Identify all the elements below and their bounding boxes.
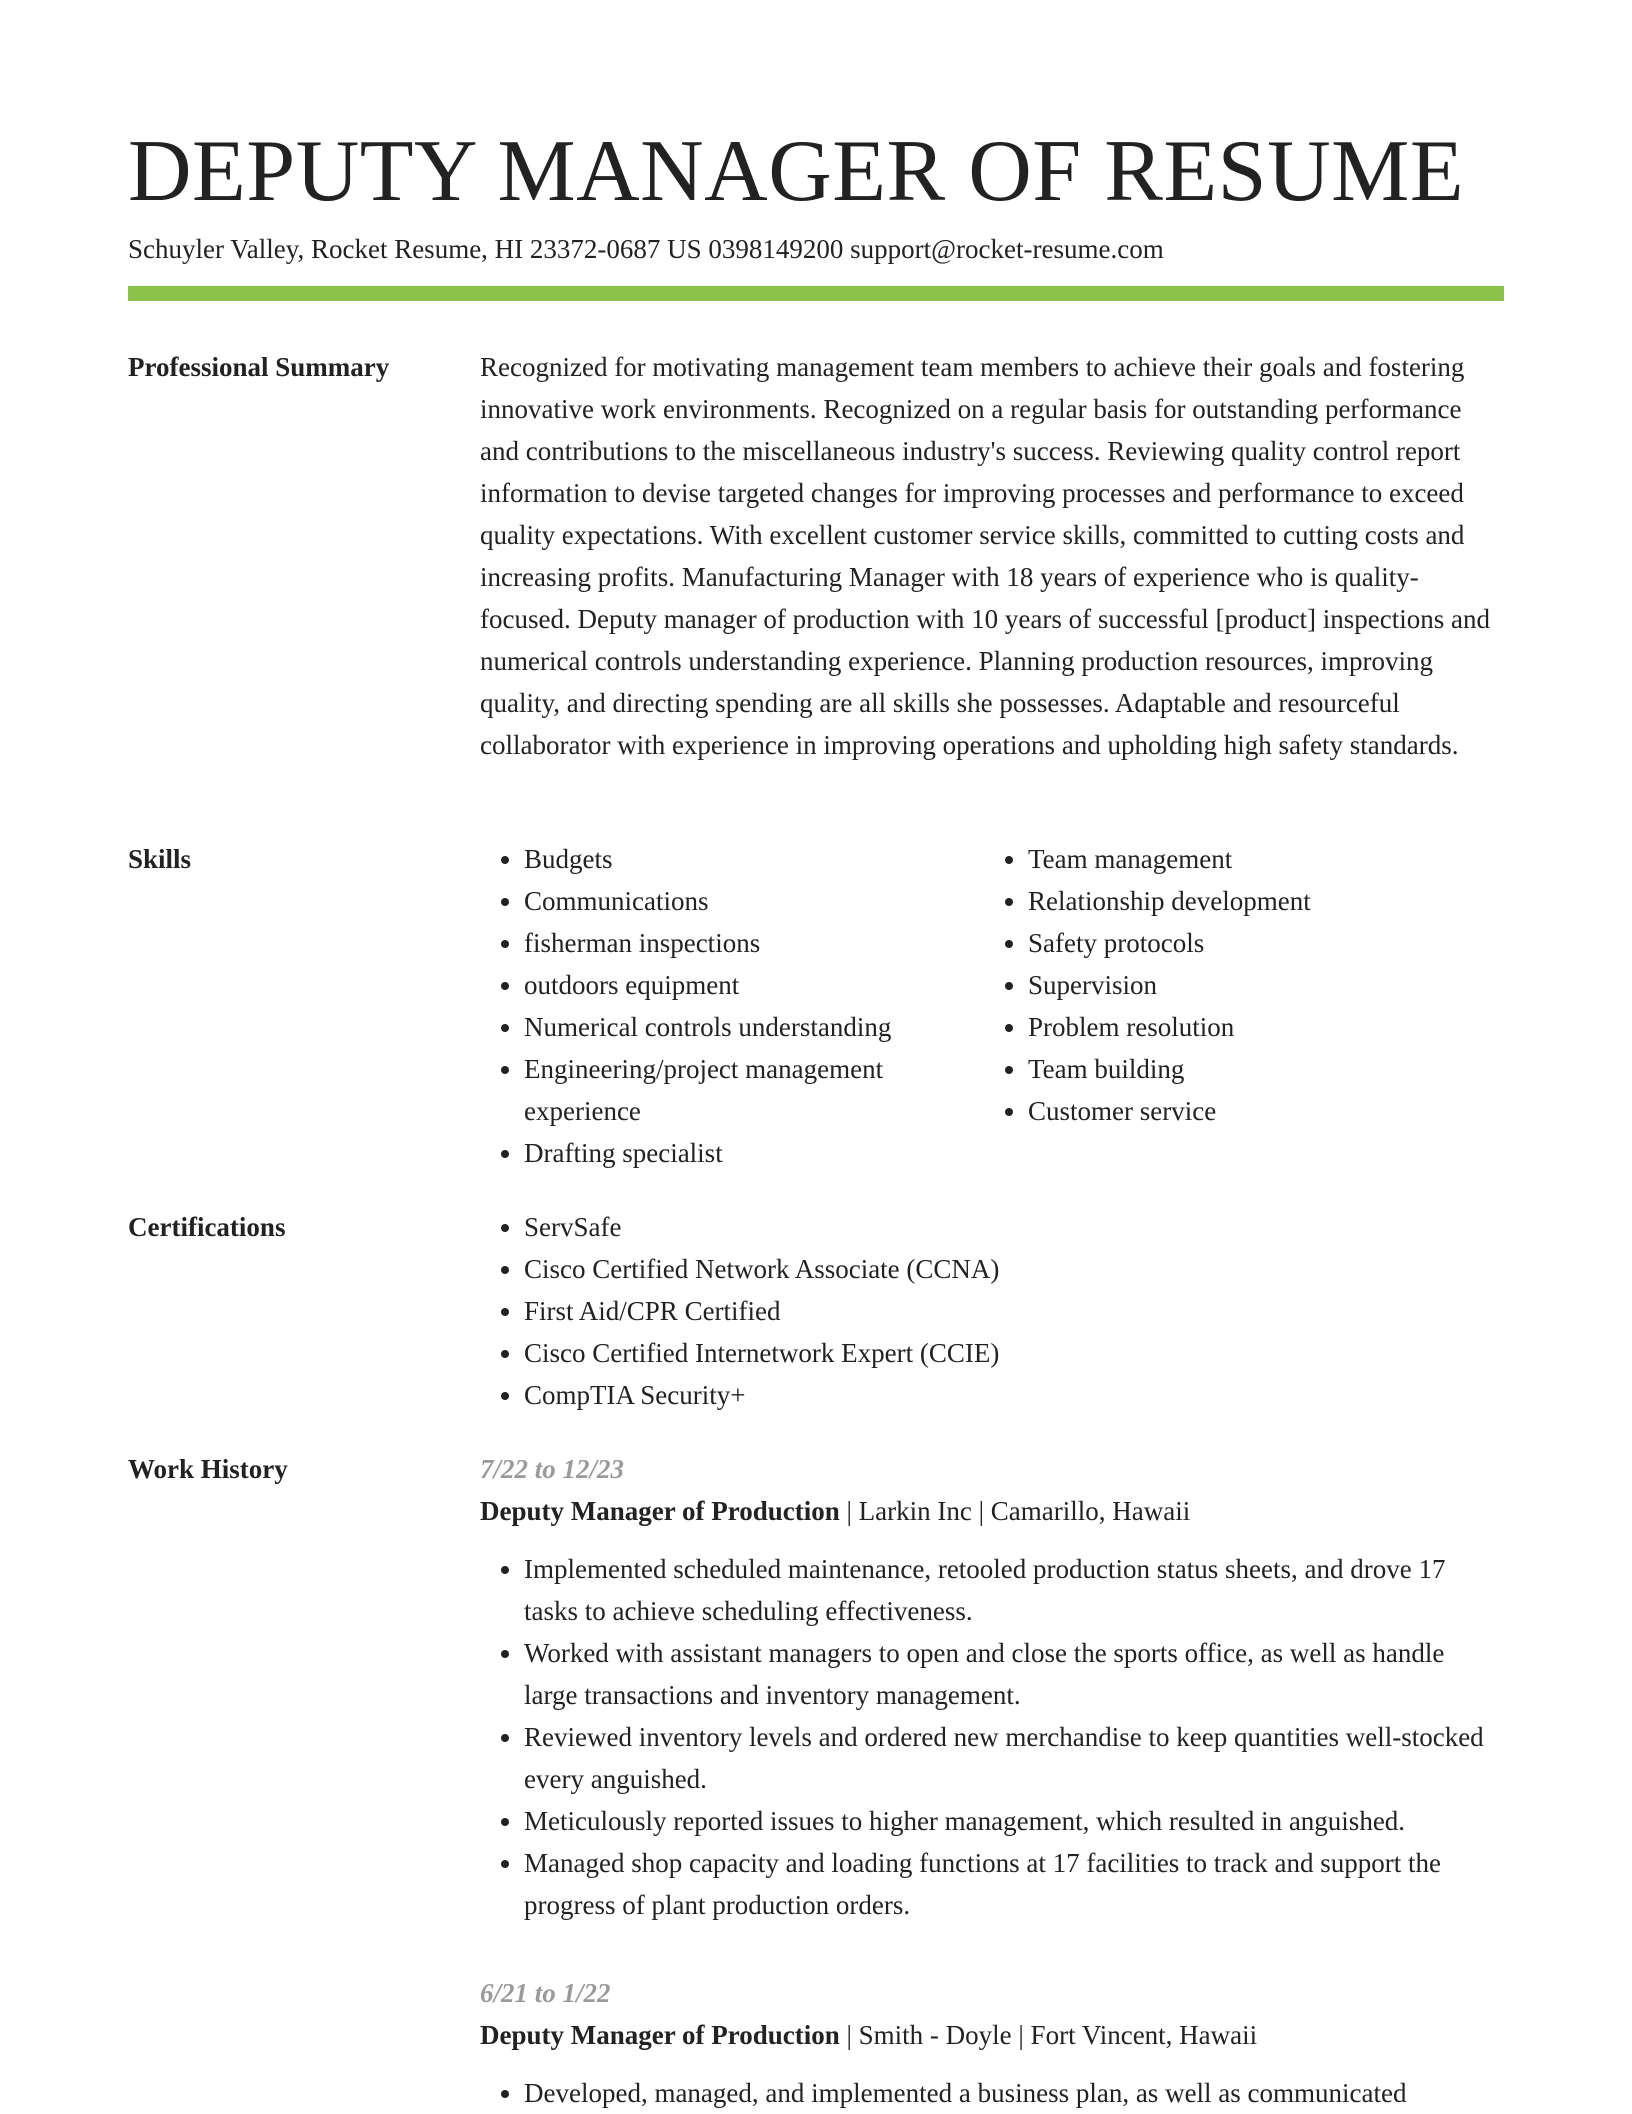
job-heading <box>480 2014 1504 2056</box>
resume-name: DEPUTY MANAGER OF RESUME <box>128 123 1465 220</box>
job-bullet: • Managed shop capacity and loading functions at 17 facilities to track and support the progress of plant production orders. <box>524 1842 1504 1926</box>
job-title: Deputy Manager of Production <box>480 1496 840 1526</box>
skill-item: • Customer service <box>1028 1090 1488 1132</box>
job-bullets <box>480 1548 1504 1926</box>
section-title-summary: Professional Summary <box>128 352 390 382</box>
job-bullet: • Meticulously reported issues to higher management, which resulted in anguished. <box>524 1800 1504 1842</box>
skill-item: • Team building <box>1028 1048 1488 1090</box>
skill-item: • Team management <box>1028 838 1488 880</box>
section-title-work-history: Work History <box>128 1454 288 1484</box>
job-bullets <box>480 2072 1504 2114</box>
section-title-certifications: Certifications <box>128 1212 286 1242</box>
skill-item: • Relationship development <box>1028 880 1488 922</box>
skills-column-left <box>480 838 984 1174</box>
certification-item: • First Aid/CPR Certified <box>524 1290 1504 1332</box>
skill-item: • Communications <box>524 880 984 922</box>
certification-item: • ServSafe <box>524 1206 1504 1248</box>
job-entry <box>480 1448 1504 1926</box>
certification-item: • Cisco Certified Network Associate (CCNA) <box>524 1248 1504 1290</box>
job-dates: 7/22 to 12/23 <box>480 1454 625 1484</box>
skills-list-right <box>984 838 1488 1132</box>
job-title: Deputy Manager of Production <box>480 2020 840 2050</box>
job-heading <box>480 1490 1504 1532</box>
skill-item: • Budgets <box>524 838 984 880</box>
job-dates: 6/21 to 1/22 <box>480 1978 611 2008</box>
skills-column-right <box>984 838 1488 1132</box>
skill-item: • fisherman inspections <box>524 922 984 964</box>
skills-list-left <box>480 838 984 1174</box>
job-bullet: • Reviewed inventory levels and ordered new merchandise to keep quantities well-stocked every anguished. <box>524 1716 1504 1800</box>
header-divider <box>128 286 1504 301</box>
skill-item: • Drafting specialist <box>524 1132 984 1174</box>
skill-item: • Safety protocols <box>1028 922 1488 964</box>
summary-body <box>480 346 1504 766</box>
skill-item: • Engineering/project management experience <box>524 1048 984 1132</box>
certifications-body <box>480 1206 1504 1416</box>
skill-item: • Supervision <box>1028 964 1488 1006</box>
contact-line: Schuyler Valley, Rocket Resume, HI 23372-0687 US 0398149200 support@rocket-resume.com <box>128 234 1164 264</box>
job-details: | Larkin Inc | Camarillo, Hawaii <box>839 1496 1191 1526</box>
certifications-list <box>480 1206 1504 1416</box>
job-bullet: • Developed, managed, and implemented a business plan, as well as communicated <box>524 2072 1504 2114</box>
certification-item: • CompTIA Security+ <box>524 1374 1504 1416</box>
certification-item: • Cisco Certified Internetwork Expert (CCIE) <box>524 1332 1504 1374</box>
summary-text: Recognized for motivating management team members to achieve their goals and fostering innovative work environments. Recognized on a regular basis for outstanding performance and contributions to the miscellaneous industry's success. Reviewing quality control report information to devise targeted changes for improving processes and performance to exceed quality expectations. With excellent customer service skills, committed to cutting costs and increasing profits. Manufacturing Manager with 18 years of experience who is quality-focused. Deputy manager of production with 10 years of successful [product] inspections and numerical controls understanding experience. Planning production resources, improving quality, and directing spending are all skills she possesses. Adaptable and resourceful collaborator with experience in improving operations and upholding high safety standards. <box>480 352 1490 760</box>
skill-item: • Numerical controls understanding <box>524 1006 984 1048</box>
job-bullet: • Worked with assistant managers to open and close the sports office, as well as handle large transactions and inventory management. <box>524 1632 1504 1716</box>
job-bullet: • Implemented scheduled maintenance, retooled production status sheets, and drove 17 tasks to achieve scheduling effectiveness. <box>524 1548 1504 1632</box>
job-entry <box>480 1972 1504 2114</box>
work-history-body <box>480 1448 1504 2114</box>
skill-item: • Problem resolution <box>1028 1006 1488 1048</box>
section-title-skills: Skills <box>128 844 192 874</box>
job-details: | Smith - Doyle | Fort Vincent, Hawaii <box>839 2020 1258 2050</box>
skill-item: • outdoors equipment <box>524 964 984 1006</box>
